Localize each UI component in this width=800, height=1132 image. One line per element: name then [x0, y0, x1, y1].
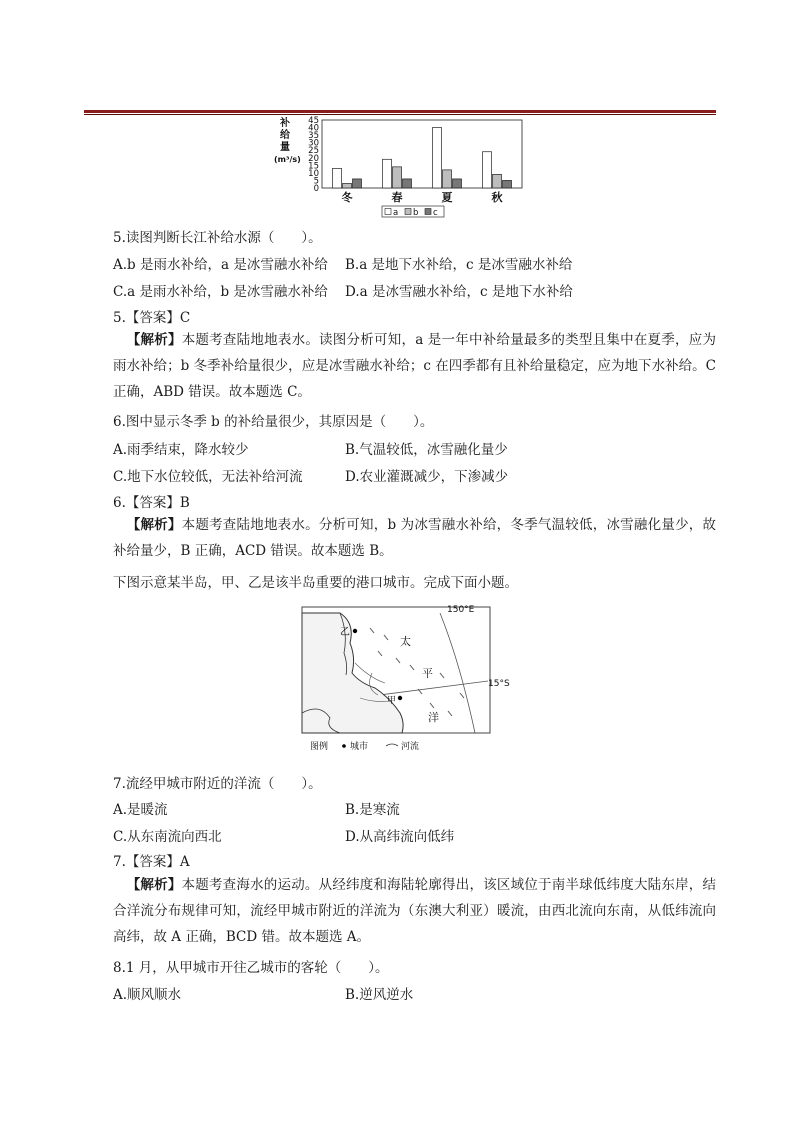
y-tick-label: 45	[308, 116, 319, 126]
q5-option-b[interactable]: B.a 是地下水补给，c 是冰雪融水补给	[345, 257, 573, 273]
header-rule-thin	[84, 114, 716, 115]
y-tick-label: 15	[308, 161, 319, 172]
city-jia-label: 甲	[387, 696, 397, 706]
analysis-tag: 【解析】	[126, 332, 182, 348]
ocean-label-ping: 平	[422, 667, 433, 680]
x-axis-ticks	[342, 190, 503, 204]
x-tick-label: 冬	[341, 191, 353, 204]
bar-b-0	[343, 183, 352, 188]
analysis-text: 本题考查海水的运动。从经纬度和海陆轮廓得出，该区域位于南半球低纬度大陆东岸，结合洋流分布规律可知，流经甲城市附近的洋流为（东澳大利亚）暖流，由西北流向东南，从低纬流向高纬，故 A 正确，BCD 错。故本题选 A。	[113, 877, 716, 945]
plot-frame	[322, 120, 522, 188]
legend-swatch-b	[405, 209, 411, 215]
longitude-label: 150°E	[447, 605, 475, 615]
q5-stem: 5.读图判断长江补给水源（ ）。	[113, 230, 322, 246]
y-tick-label: 5	[313, 176, 319, 187]
q6-option-a[interactable]: A.雨季结束，降水较少	[113, 442, 249, 458]
q6-option-c[interactable]: C.地下水位较低，无法补给河流	[113, 469, 303, 485]
legend-swatch-a	[385, 209, 391, 215]
q5-option-c[interactable]: C.a 是雨水补给，b 是冰雪融水补给	[113, 284, 328, 300]
legend-river-symbol	[386, 744, 398, 746]
bar-a-0	[333, 168, 342, 188]
q8-option-b[interactable]: B.逆风逆水	[345, 987, 414, 1003]
bar-a-1	[383, 159, 392, 188]
latitude-label: 15°S	[488, 679, 510, 689]
q7-option-d[interactable]: D.从高纬流向低纬	[345, 829, 455, 845]
bar-b-3	[493, 174, 502, 188]
legend-label-b: b	[413, 208, 419, 218]
bar-c-2	[453, 179, 462, 188]
y-tick-label: 25	[308, 146, 319, 157]
bar-c-0	[353, 179, 362, 188]
x-tick-label: 春	[391, 191, 403, 204]
q8-option-a[interactable]: A.顺风顺水	[113, 987, 182, 1003]
q7-option-b[interactable]: B.是寒流	[345, 802, 400, 818]
y-axis-label-line: (m³/s)	[274, 155, 301, 164]
legend-label-c: c	[433, 208, 438, 218]
bar-b-1	[393, 167, 402, 188]
q8-stem: 8.1 月，从甲城市开往乙城市的客轮（ ）。	[113, 960, 389, 976]
legend-swatch-c	[425, 209, 431, 215]
y-axis-label-line: 量	[280, 142, 290, 153]
y-tick-label: 20	[308, 153, 319, 164]
bar-c-1	[403, 179, 412, 188]
analysis-text: 本题考查陆地地表水。读图分析可知，a 是一年中补给量最多的类型且集中在夏季，应为雨水补给；b 冬季补给量很少，应是冰雪融水补给；c 在四季都有且补给量稳定，应为地下水补给。C 正确，ABD 错误。故本题选 C。	[113, 332, 717, 400]
q6-option-d[interactable]: D.农业灌溉减少，下渗减少	[345, 469, 509, 485]
q7-option-a[interactable]: A.是暖流	[113, 802, 168, 818]
chart-legend	[382, 206, 444, 218]
legend-title: 图例	[310, 742, 329, 752]
analysis-tag: 【解析】	[126, 877, 182, 893]
ocean-label-yang: 洋	[428, 711, 439, 724]
bar-b-2	[443, 170, 452, 188]
section-intro: 下图示意某半岛，甲、乙是该半岛重要的港口城市。完成下面小题。	[113, 575, 518, 591]
bar-a-3	[483, 152, 492, 188]
recharge-bar-chart	[270, 116, 530, 220]
legend-label-a: a	[393, 208, 399, 218]
bar-a-2	[433, 128, 442, 188]
y-axis-ticks	[308, 116, 319, 194]
q5-answer: 5.【答案】C	[113, 310, 191, 326]
bar-group	[333, 128, 512, 188]
ocean-label-tai: 太	[400, 635, 411, 648]
header-rule	[84, 110, 716, 113]
q5-option-d[interactable]: D.a 是冰雪融水补给，c 是地下水补给	[345, 284, 573, 300]
y-tick-label: 0	[313, 184, 319, 194]
legend-city: 城市	[350, 742, 369, 752]
q6-option-b[interactable]: B.气温较低，冰雪融化量少	[345, 442, 508, 458]
y-tick-label: 30	[308, 138, 319, 149]
q7-analysis	[113, 872, 716, 950]
y-axis-label	[274, 116, 301, 164]
q7-stem: 7.流经甲城市附近的洋流（ ）。	[113, 776, 322, 792]
city-jia-dot	[398, 696, 402, 700]
q6-answer: 6.【答案】B	[113, 495, 190, 511]
y-axis-label-line: 补	[280, 118, 290, 129]
y-tick-label: 10	[308, 168, 319, 179]
q5-analysis	[113, 327, 716, 405]
q6-analysis	[113, 512, 716, 564]
city-yi-dot	[353, 629, 357, 633]
analysis-tag: 【解析】	[126, 517, 182, 533]
bar-c-3	[503, 180, 512, 188]
x-tick-label: 夏	[441, 191, 453, 204]
legend-river: 河流	[401, 742, 420, 752]
q7-option-c[interactable]: C.从东南流向西北	[113, 829, 222, 845]
q5-option-a[interactable]: A.b 是雨水补给，a 是冰雪融水补给	[113, 257, 328, 273]
legend-city-dot	[342, 744, 346, 748]
peninsula-map	[300, 603, 510, 753]
y-axis-label-line: 给	[280, 130, 290, 141]
city-yi-label: 乙	[340, 627, 350, 638]
y-tick-label: 40	[308, 123, 319, 134]
analysis-text: 本题考查陆地地表水。分析可知，b 为冰雪融水补给，冬季气温较低，冰雪融化量少，故补给量少，B 正确，ACD 错误。故本题选 B。	[113, 517, 717, 559]
y-tick-label: 35	[308, 131, 319, 142]
q6-stem: 6.图中显示冬季 b 的补给量很少，其原因是（ ）。	[113, 414, 434, 430]
q7-answer: 7.【答案】A	[113, 854, 190, 870]
x-tick-label: 秋	[491, 191, 503, 204]
